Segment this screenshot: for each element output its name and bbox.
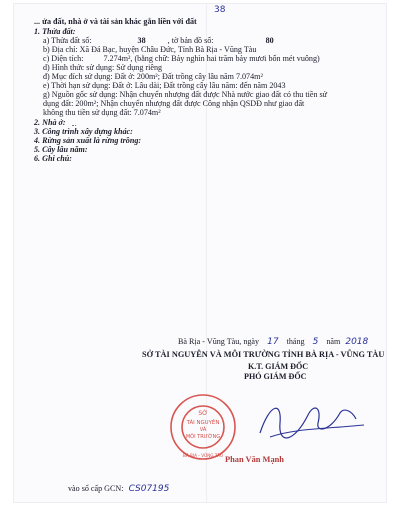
section-1-label: 1. Thửa đất: [34, 27, 76, 36]
map-sheet-number: 80 [265, 36, 274, 45]
page-heading: ... ửa đất, nhà ở và tài sản khác gắn liền với đất [34, 17, 197, 26]
section-4-planted-forest: 4. Rừng sản xuất là rừng trồng: [34, 136, 142, 145]
usage-form-row: d) Hình thức sử dụng: Sử dụng riêng [43, 63, 163, 72]
origin-row-3: không thu tiền sử dụng đất: 7.074m² [43, 108, 161, 117]
section-3-other-works: 3. Công trình xây dựng khác: [34, 127, 133, 136]
official-seal [168, 392, 238, 462]
issuing-authority: SỞ TÀI NGUYÊN VÀ MÔI TRƯỜNG TỈNH BÀ RỊA - VŨNG TÀU [142, 350, 385, 359]
stamp-low: MÔI TRƯỜNG [185, 434, 221, 440]
signer-title-2: PHÓ GIÁM ĐỐC [244, 372, 307, 381]
page-number: 38 [214, 5, 226, 15]
usage-term-row: e) Thời hạn sử dụng: Đất ở: Lâu dài; Đất trồng cây lâu năm: đến năm 2043 [43, 81, 286, 90]
section-6-notes: 6. Ghi chú: [34, 154, 73, 163]
origin-row-1: g) Nguồn gốc sử dụng: Nhận chuyển nhượng đất được Nhà nước giao đất có thu tiền sử [43, 90, 328, 99]
stamp-top: SỞ [198, 410, 208, 417]
signing-year: 2018 [345, 337, 369, 347]
handwritten-signature [252, 393, 372, 447]
registry-number: CS07195 [128, 484, 170, 494]
signing-date-line: Bà Rịa - Vũng Tàu, ngày 17 tháng 5 năm 2018 [178, 337, 369, 347]
signer-title-1: K.T. GIÁM ĐỐC [248, 362, 309, 371]
registry-label: vào sổ cấp GCN: CS07195 [68, 484, 170, 494]
parcel-number-row: a) Thửa đất số: 38 , tờ bản đồ số: 80 [43, 36, 274, 45]
signing-month: 5 [312, 337, 319, 347]
signing-day: 17 [267, 337, 279, 347]
section-2-house: 2. Nhà ở: [34, 118, 66, 127]
area-row: c) Diện tích: 7.274m², (bằng chữ: Bảy nghìn hai trăm bảy mươi bốn mét vuông) [43, 54, 320, 63]
signer-name: Phan Văn Mạnh [225, 455, 284, 464]
parcel-number: 38 [137, 36, 146, 45]
origin-row-2: dụng đất: 200m²; Nhận chuyển nhượng đất được Công nhận QSDĐ như giao đất [43, 99, 305, 108]
stamp-mid2: VÀ [199, 427, 207, 433]
section-5-perennial-trees: 5. Cây lâu năm: [34, 145, 88, 154]
stamp-ring: BÀ RỊA - VŨNG TÀU [182, 453, 224, 458]
stamp-mid: TÀI NGUYÊN [186, 420, 220, 426]
address-row: b) Địa chỉ: Xã Đá Bạc, huyện Châu Đức, Tỉnh Bà Rịa - Vũng Tàu [43, 45, 257, 54]
land-use-purpose-row: đ) Mục đích sử dụng: Đất ở: 200m²; Đất trồng cây lâu năm 7.074m² [43, 72, 263, 81]
